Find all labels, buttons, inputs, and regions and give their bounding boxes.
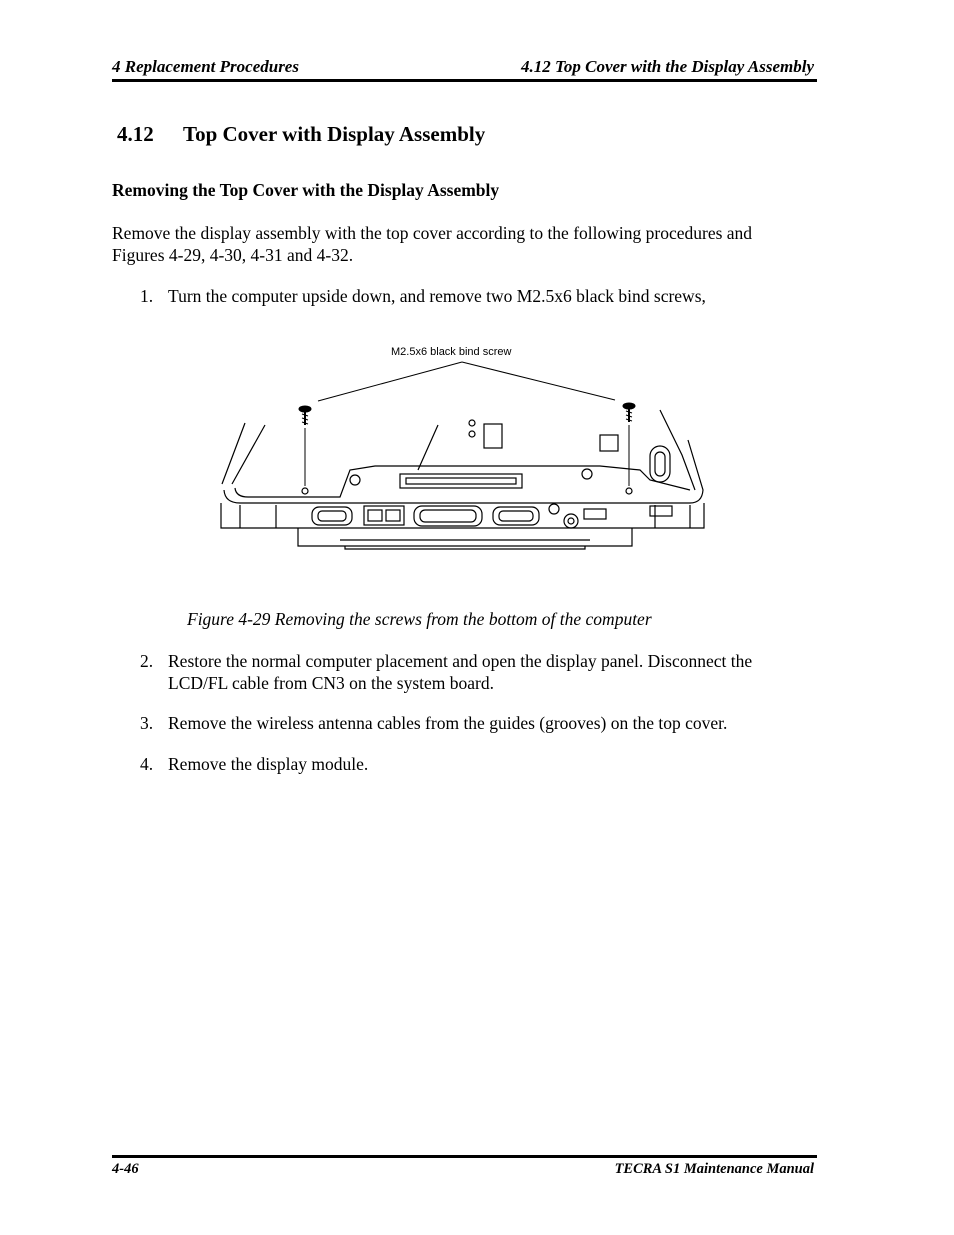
intro-line: Figures 4-29, 4-30, 4-31 and 4-32. [112, 245, 354, 265]
running-header-right: 4.12 Top Cover with the Display Assembly [521, 57, 814, 76]
section-title-text: Top Cover with Display Assembly [183, 122, 486, 146]
step-text: Restore the normal computer placement and open the display panel. Disconnect the [168, 651, 753, 671]
step-text: Turn the computer upside down, and remove two M2.5x6 black bind screws, [168, 286, 706, 306]
step-number: 3. [140, 713, 154, 733]
manual-title: TECRA S1 Maintenance Manual [614, 1161, 814, 1177]
section-title [117, 122, 485, 147]
subheading: Removing the Top Cover with the Display Assembly [112, 180, 500, 200]
intro-paragraph [112, 222, 817, 266]
step-number: 2. [140, 651, 154, 671]
step-text: Remove the wireless antenna cables from the guides (grooves) on the top cover. [168, 713, 728, 733]
callout-leader-lines [318, 362, 615, 401]
step-text: Remove the display module. [168, 754, 369, 774]
header-rule [112, 79, 817, 82]
footer-rule [112, 1155, 817, 1158]
computer-body-drawing [221, 410, 704, 549]
step-1 [140, 285, 820, 307]
figure-caption: Figure 4-29 Removing the screws from the bottom of the computer [187, 609, 652, 629]
step-2 [140, 650, 820, 694]
left-screw-icon [299, 406, 311, 425]
running-header-left: 4 Replacement Procedures [112, 57, 299, 76]
intro-line: Remove the display assembly with the top cover according to the following procedures and [112, 223, 753, 243]
figure-callout-label: M2.5x6 black bind screw [391, 346, 512, 358]
step-3 [140, 712, 820, 734]
step-number: 4. [140, 754, 154, 774]
right-screw-icon [623, 403, 635, 422]
step-text: LCD/FL cable from CN3 on the system board. [168, 673, 494, 693]
section-number: 4.12 [117, 122, 154, 146]
step-4 [140, 753, 820, 775]
step-number: 1. [140, 286, 154, 306]
screw-paths [305, 425, 629, 486]
page-number: 4-46 [112, 1161, 139, 1177]
figure-bottom-of-computer [215, 335, 715, 560]
